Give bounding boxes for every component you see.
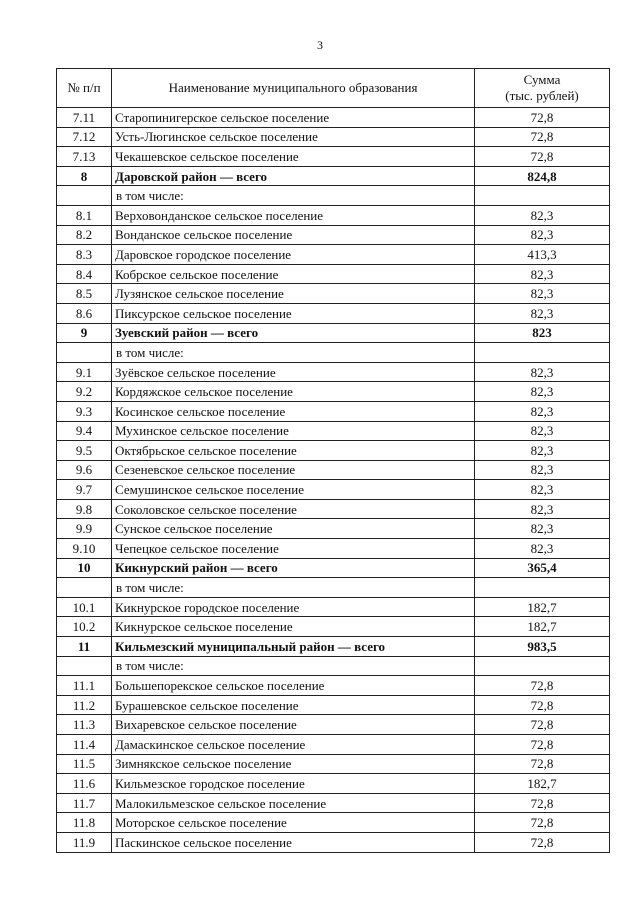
table-row <box>57 793 610 813</box>
row-sum: 182,7 <box>475 617 610 637</box>
row-name: Старопинигерское сельское поселение <box>112 108 475 128</box>
row-sum: 82,3 <box>475 519 610 539</box>
row-name: Кикнурское сельское поселение <box>112 617 475 637</box>
row-sum: 72,8 <box>475 127 610 147</box>
row-name: Сунское сельское поселение <box>112 519 475 539</box>
row-name: Верховонданское сельское поселение <box>112 205 475 225</box>
row-number: 9.7 <box>57 480 112 500</box>
table-row <box>57 108 610 128</box>
allocation-table <box>56 68 610 853</box>
row-number: 9.3 <box>57 401 112 421</box>
row-number: 11.5 <box>57 754 112 774</box>
row-name: Мухинское сельское поселение <box>112 421 475 441</box>
row-sum <box>475 578 610 598</box>
table-row <box>57 421 610 441</box>
row-number: 11.1 <box>57 676 112 696</box>
row-number: 11.9 <box>57 832 112 852</box>
row-name: Большепорекское сельское поселение <box>112 676 475 696</box>
row-sum <box>475 186 610 206</box>
row-sum: 72,8 <box>475 147 610 167</box>
table-row <box>57 264 610 284</box>
row-name: Даровской район — всего <box>112 166 475 186</box>
row-sum: 365,4 <box>475 558 610 578</box>
row-number <box>57 656 112 676</box>
header-number: № п/п <box>57 69 112 108</box>
table-row <box>57 597 610 617</box>
table-row <box>57 147 610 167</box>
row-number: 8 <box>57 166 112 186</box>
row-name: Кикнурский район — всего <box>112 558 475 578</box>
header-sum-line1: Сумма <box>523 71 561 87</box>
row-sum: 182,7 <box>475 774 610 794</box>
row-name: в том числе: <box>112 186 475 206</box>
header-sum-line2: (тыс. рублей) <box>505 88 579 103</box>
table-row <box>57 284 610 304</box>
table-body <box>57 108 610 853</box>
table-row <box>57 539 610 559</box>
table-row-total <box>57 637 610 657</box>
row-name: в том числе: <box>112 343 475 363</box>
row-name: Даровское городское поселение <box>112 245 475 265</box>
row-name: Соколовское сельское поселение <box>112 499 475 519</box>
row-number: 9 <box>57 323 112 343</box>
table-row <box>57 735 610 755</box>
row-number: 11.6 <box>57 774 112 794</box>
row-sum: 72,8 <box>475 793 610 813</box>
row-sum: 72,8 <box>475 108 610 128</box>
row-name: Зуёвское сельское поселение <box>112 362 475 382</box>
row-name: Вихаревское сельское поселение <box>112 715 475 735</box>
row-number: 10.2 <box>57 617 112 637</box>
table-row-subheading <box>57 656 610 676</box>
row-sum: 82,3 <box>475 284 610 304</box>
row-name: Малокильмезское сельское поселение <box>112 793 475 813</box>
row-number: 8.3 <box>57 245 112 265</box>
row-name: Кобрское сельское поселение <box>112 264 475 284</box>
row-number: 9.1 <box>57 362 112 382</box>
table-row <box>57 499 610 519</box>
row-sum: 82,3 <box>475 480 610 500</box>
table-row <box>57 774 610 794</box>
row-name: Сезеневское сельское поселение <box>112 460 475 480</box>
row-sum: 82,3 <box>475 401 610 421</box>
row-name: Дамаскинское сельское поселение <box>112 735 475 755</box>
row-number <box>57 186 112 206</box>
row-number: 9.5 <box>57 441 112 461</box>
row-sum: 82,3 <box>475 362 610 382</box>
table-row <box>57 460 610 480</box>
row-sum: 82,3 <box>475 421 610 441</box>
row-number: 10 <box>57 558 112 578</box>
row-sum: 82,3 <box>475 225 610 245</box>
row-number: 8.2 <box>57 225 112 245</box>
row-name: Октябрьское сельское поселение <box>112 441 475 461</box>
table-row-total <box>57 558 610 578</box>
row-number: 7.12 <box>57 127 112 147</box>
header-name: Наименование муниципального образования <box>112 69 475 108</box>
table-row <box>57 617 610 637</box>
table-header <box>57 69 610 108</box>
row-sum: 82,3 <box>475 499 610 519</box>
header-row <box>57 69 610 108</box>
table-row <box>57 401 610 421</box>
row-name: Вонданское сельское поселение <box>112 225 475 245</box>
table-row-subheading <box>57 186 610 206</box>
row-number <box>57 578 112 598</box>
table-row <box>57 362 610 382</box>
table-row-total <box>57 166 610 186</box>
row-name: Бурашевское сельское поселение <box>112 695 475 715</box>
row-name: Кикнурское городское поселение <box>112 597 475 617</box>
row-number: 11 <box>57 637 112 657</box>
row-number: 9.2 <box>57 382 112 402</box>
row-sum: 72,8 <box>475 735 610 755</box>
row-number: 11.2 <box>57 695 112 715</box>
row-sum: 82,3 <box>475 264 610 284</box>
row-sum: 82,3 <box>475 539 610 559</box>
table-row <box>57 480 610 500</box>
header-sum <box>475 69 610 108</box>
row-name: Паскинское сельское поселение <box>112 832 475 852</box>
row-sum <box>475 343 610 363</box>
row-name: Косинское сельское поселение <box>112 401 475 421</box>
table-row <box>57 832 610 852</box>
row-number: 9.10 <box>57 539 112 559</box>
row-number: 8.4 <box>57 264 112 284</box>
row-number: 9.8 <box>57 499 112 519</box>
table-row <box>57 754 610 774</box>
table-row <box>57 127 610 147</box>
row-number: 9.9 <box>57 519 112 539</box>
table-row <box>57 245 610 265</box>
row-name: Кордяжское сельское поселение <box>112 382 475 402</box>
row-name: Моторское сельское поселение <box>112 813 475 833</box>
table-row <box>57 695 610 715</box>
table-row <box>57 715 610 735</box>
row-sum: 823 <box>475 323 610 343</box>
row-number: 8.1 <box>57 205 112 225</box>
table-row <box>57 441 610 461</box>
row-sum <box>475 656 610 676</box>
row-name: в том числе: <box>112 578 475 598</box>
row-sum: 72,8 <box>475 813 610 833</box>
row-number: 11.7 <box>57 793 112 813</box>
table-row <box>57 676 610 696</box>
row-number: 7.11 <box>57 108 112 128</box>
row-number: 9.4 <box>57 421 112 441</box>
row-number: 11.8 <box>57 813 112 833</box>
row-name: Усть-Люгинское сельское поселение <box>112 127 475 147</box>
row-sum: 72,8 <box>475 715 610 735</box>
row-name: Чекашевское сельское поселение <box>112 147 475 167</box>
row-sum: 413,3 <box>475 245 610 265</box>
table-row <box>57 303 610 323</box>
row-sum: 82,3 <box>475 441 610 461</box>
row-name: в том числе: <box>112 656 475 676</box>
row-sum: 824,8 <box>475 166 610 186</box>
row-number: 10.1 <box>57 597 112 617</box>
row-sum: 72,8 <box>475 754 610 774</box>
row-sum: 82,3 <box>475 382 610 402</box>
row-number: 8.5 <box>57 284 112 304</box>
row-sum: 182,7 <box>475 597 610 617</box>
row-name: Чепецкое сельское поселение <box>112 539 475 559</box>
row-sum: 82,3 <box>475 205 610 225</box>
row-number: 8.6 <box>57 303 112 323</box>
row-name: Зимнякское сельское поселение <box>112 754 475 774</box>
table-row <box>57 205 610 225</box>
table-row <box>57 225 610 245</box>
row-number: 11.3 <box>57 715 112 735</box>
table-row <box>57 813 610 833</box>
row-name: Семушинское сельское поселение <box>112 480 475 500</box>
row-sum: 82,3 <box>475 303 610 323</box>
row-number <box>57 343 112 363</box>
row-name: Кильмезское городское поселение <box>112 774 475 794</box>
row-sum: 72,8 <box>475 832 610 852</box>
table-row <box>57 382 610 402</box>
row-number: 7.13 <box>57 147 112 167</box>
row-sum: 72,8 <box>475 676 610 696</box>
row-number: 11.4 <box>57 735 112 755</box>
row-name: Лузянское сельское поселение <box>112 284 475 304</box>
table-row <box>57 519 610 539</box>
row-number: 9.6 <box>57 460 112 480</box>
table-row-subheading <box>57 578 610 598</box>
table-row-total <box>57 323 610 343</box>
page-number: 3 <box>317 38 323 52</box>
row-name: Кильмезский муниципальный район — всего <box>112 637 475 657</box>
row-sum: 82,3 <box>475 460 610 480</box>
row-name: Зуевский район — всего <box>112 323 475 343</box>
row-name: Пиксурское сельское поселение <box>112 303 475 323</box>
row-sum: 983,5 <box>475 637 610 657</box>
table-row-subheading <box>57 343 610 363</box>
row-sum: 72,8 <box>475 695 610 715</box>
